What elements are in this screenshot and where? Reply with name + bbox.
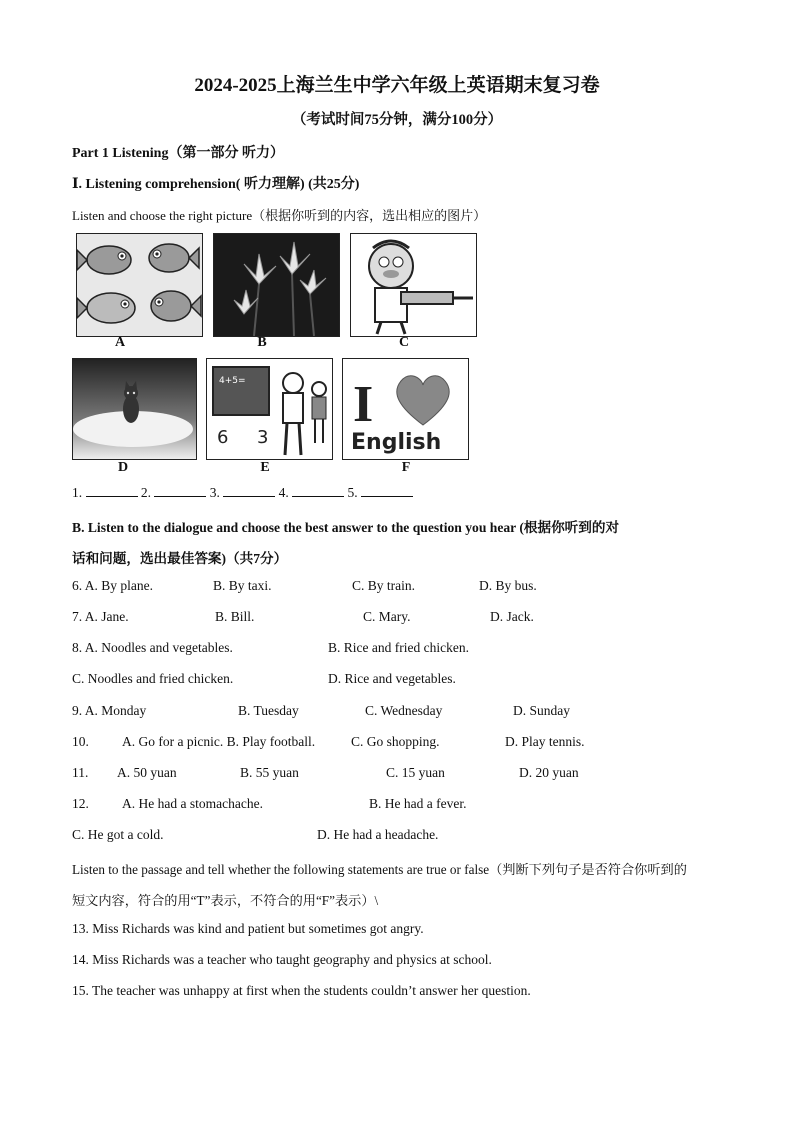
picture-b-label: B: [257, 335, 267, 350]
q8-option-b[interactable]: B. Rice and fried chicken.: [328, 640, 469, 655]
q6-option-d[interactable]: D. By bus.: [479, 578, 537, 593]
q8-option-a[interactable]: 8. A. Noodles and vegetables.: [72, 640, 233, 655]
q11-option-b[interactable]: B. 55 yuan: [240, 765, 299, 780]
q9-option-d[interactable]: D. Sunday: [513, 703, 570, 718]
statement-15: 15. The teacher was unhappy at first when the students couldn’t answer her question.: [72, 983, 531, 998]
picture-c: [350, 233, 477, 337]
q7-option-a[interactable]: 7. A. Jane.: [72, 609, 129, 624]
section-c-instruction-cont: 短文内容，符合的用“T”表示，不符合的用“F”表示）\: [72, 893, 379, 908]
doctor-syringe-icon: [351, 234, 476, 336]
q12-number: 12.: [72, 796, 89, 811]
answer-label-2: 2.: [140, 485, 151, 500]
picture-a-label: A: [114, 335, 126, 350]
q10-number: 10.: [72, 734, 89, 749]
page-title: 2024-2025上海兰生中学六年级上英语期末复习卷: [194, 75, 600, 96]
cat-in-snow-icon: [73, 359, 196, 459]
answer-blank-1[interactable]: [86, 484, 138, 497]
lily-flowers-icon: [214, 234, 339, 336]
section-c-instruction: Listen to the passage and tell whether the following statements are true or false（判断下列句子是否符合你听到的: [72, 862, 687, 877]
statement-13: 13. Miss Richards was kind and patient but sometimes got angry.: [72, 921, 424, 936]
answer-label-5: 5.: [347, 485, 358, 500]
q10-option-d[interactable]: D. Play tennis.: [505, 734, 585, 749]
q7-option-d[interactable]: D. Jack.: [490, 609, 534, 624]
q9-option-c[interactable]: C. Wednesday: [365, 703, 443, 718]
q10-option-c[interactable]: C. Go shopping.: [351, 734, 440, 749]
answer-blanks: [72, 484, 413, 501]
q12-option-b[interactable]: B. He had a fever.: [369, 796, 467, 811]
exam-info: （考试时间75分钟，满分100分）: [291, 112, 503, 128]
picture-f: [342, 358, 469, 460]
q6-option-a[interactable]: 6. A. By plane.: [72, 578, 153, 593]
picture-e: [206, 358, 333, 460]
picture-a: [76, 233, 203, 337]
q8-option-c[interactable]: C. Noodles and fried chicken.: [72, 671, 234, 686]
q11-option-d[interactable]: D. 20 yuan: [519, 765, 579, 780]
answer-label-4: 4.: [278, 485, 289, 500]
section-b-heading-cont: 话和问题，选出最佳答案)（共7分）: [72, 551, 288, 566]
statement-14: 14. Miss Richards was a teacher who taught geography and physics at school.: [72, 952, 492, 967]
q12-option-a[interactable]: A. He had a stomachache.: [122, 796, 263, 811]
picture-f-label: F: [401, 460, 411, 475]
q9-option-a[interactable]: 9. A. Monday: [72, 703, 147, 718]
q12-option-d[interactable]: D. He had a headache.: [317, 827, 439, 842]
picture-c-label: C: [398, 335, 410, 350]
svg-text:6: 6: [217, 427, 229, 448]
answer-label-3: 3.: [209, 485, 220, 500]
heart-icon: [343, 359, 468, 459]
svg-text:3: 3: [257, 427, 269, 448]
q10-option-a-b[interactable]: A. Go for a picnic. B. Play football.: [122, 734, 316, 749]
q11-number: 11.: [72, 765, 89, 780]
answer-label-1: 1.: [72, 485, 83, 500]
picture-d-label: D: [117, 460, 129, 475]
q7-option-b[interactable]: B. Bill.: [215, 609, 255, 624]
q12-option-c[interactable]: C. He got a cold.: [72, 827, 164, 842]
classroom-teacher-icon: [207, 359, 332, 459]
q11-option-a[interactable]: A. 50 yuan: [117, 765, 177, 780]
picture-f-i: I: [353, 376, 374, 433]
q6-option-b[interactable]: B. By taxi.: [213, 578, 272, 593]
answer-blank-4[interactable]: [292, 484, 344, 497]
answer-blank-5[interactable]: [361, 484, 413, 497]
answer-blank-2[interactable]: [154, 484, 206, 497]
q9-option-b[interactable]: B. Tuesday: [238, 703, 299, 718]
q7-option-c[interactable]: C. Mary.: [363, 609, 411, 624]
section-b-heading: B. Listen to the dialogue and choose the best answer to the question you hear (根据你听到的对: [72, 520, 620, 535]
fish-icon: [77, 234, 202, 336]
board-text: 4+5=: [219, 376, 246, 386]
q11-option-c[interactable]: C. 15 yuan: [386, 765, 445, 780]
picture-d: [72, 358, 197, 460]
picture-b: [213, 233, 340, 337]
section-heading: Ⅰ. Listening comprehension( 听力理解) (共25分): [72, 177, 360, 192]
q6-option-c[interactable]: C. By train.: [352, 578, 415, 593]
section-instruction: Listen and choose the right picture（根据你听到的内容，选出相应的图片）: [72, 208, 487, 223]
picture-e-label: E: [260, 460, 270, 475]
part-heading: Part 1 Listening（第一部分 听力）: [72, 146, 284, 161]
answer-blank-3[interactable]: [223, 484, 275, 497]
picture-f-english: English: [351, 430, 442, 455]
q8-option-d[interactable]: D. Rice and vegetables.: [328, 671, 456, 686]
